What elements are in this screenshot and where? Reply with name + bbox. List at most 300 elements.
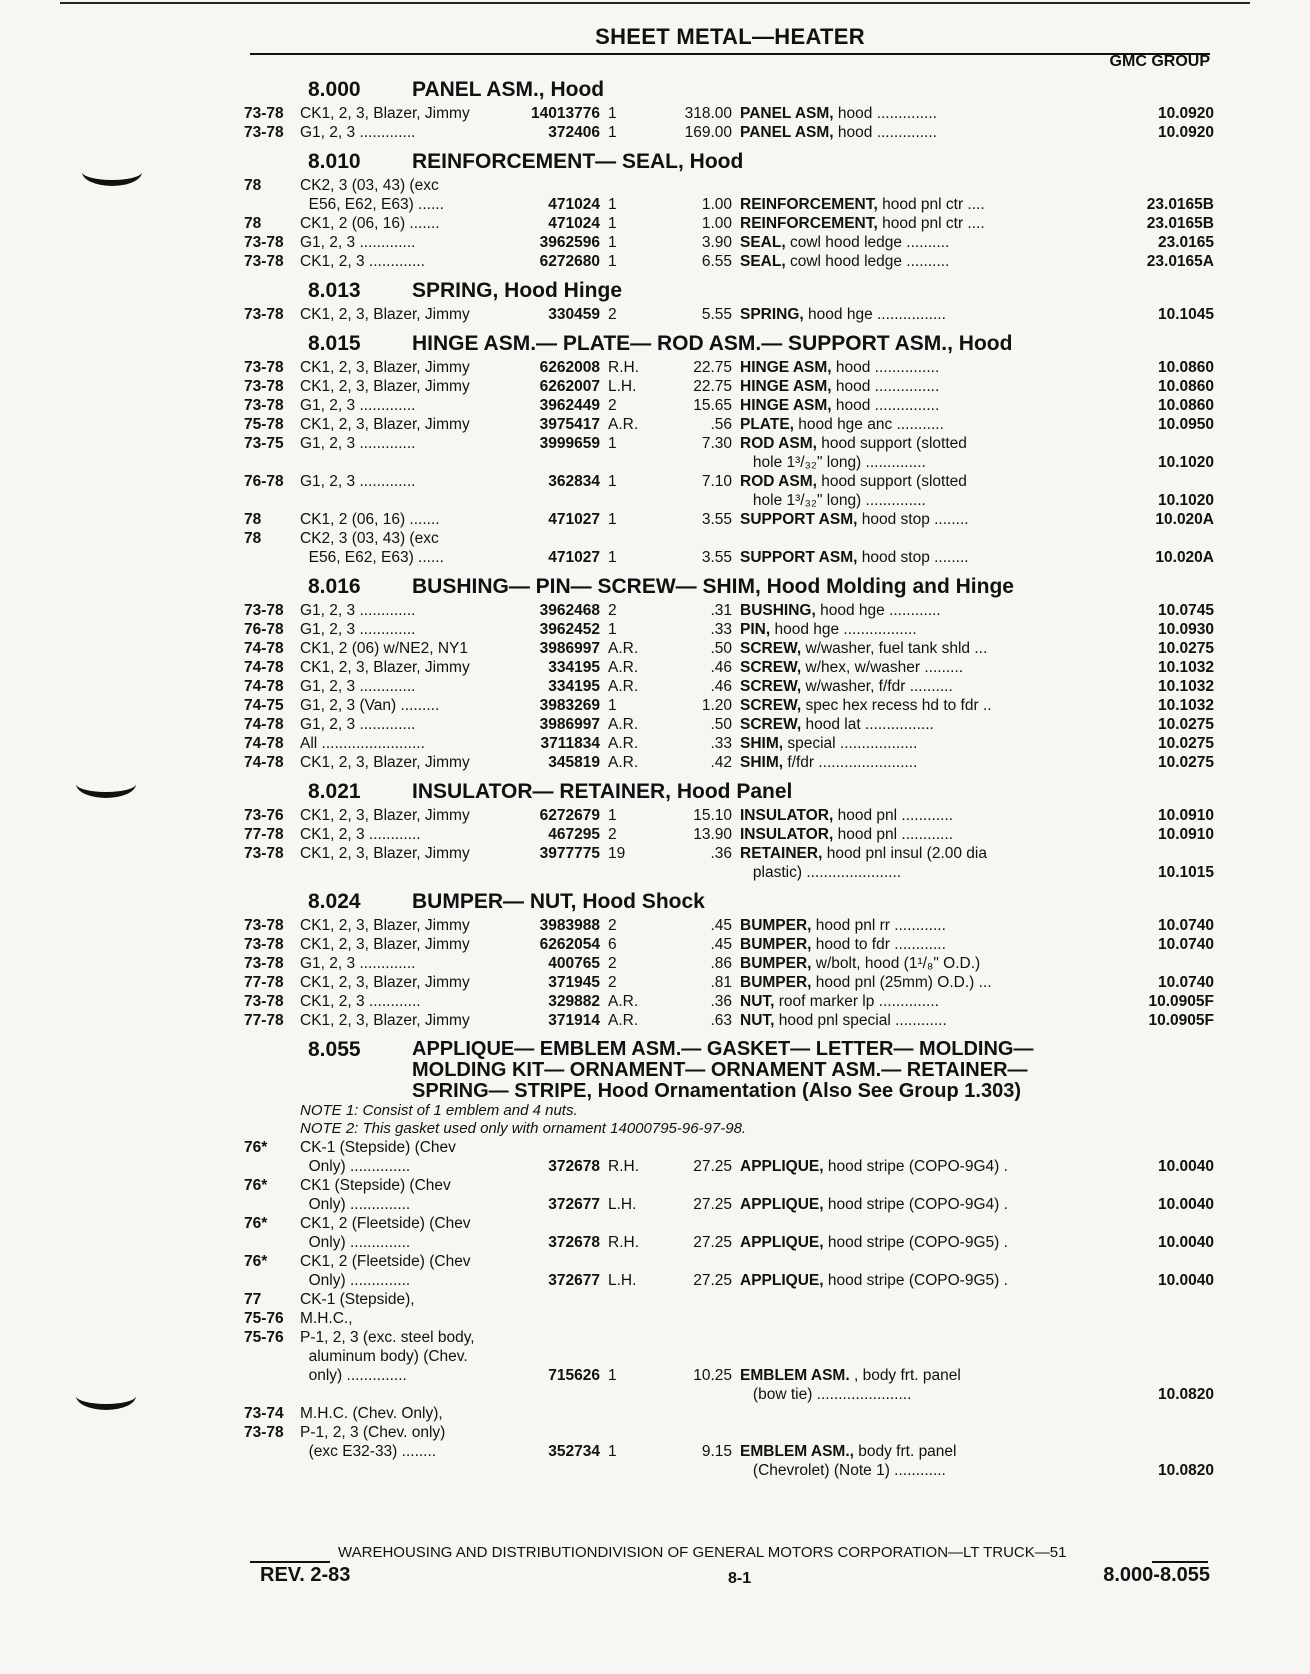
footer-publisher: WAREHOUSING AND DISTRIBUTIONDIVISION OF GENERAL MOTORS CORPORATION—LT TRUCK—51 [338, 1544, 1067, 1561]
quantity: 2 [608, 955, 617, 972]
quantity: 1 [608, 124, 617, 141]
catalog-number [1070, 1309, 1214, 1328]
description [732, 434, 1070, 453]
part-detail: hood hge ................. [770, 621, 917, 638]
section-heading [244, 573, 1214, 601]
section-heading [244, 330, 1214, 358]
application: CK1, 2, 3 ............. [300, 253, 425, 270]
part-number: 3711834 [540, 735, 600, 752]
table-row [244, 1195, 1214, 1214]
section-number: 8.021 [308, 780, 361, 803]
part-name: BUMPER, [740, 974, 812, 991]
part-number: 471024 [548, 215, 600, 232]
part-name: PANEL ASM, [740, 124, 834, 141]
part-name: EMBLEM ASM. [740, 1367, 850, 1384]
catalog-number: 10.0275 [1157, 716, 1214, 733]
section-title [412, 1036, 1214, 1102]
description [732, 696, 1070, 715]
description [732, 639, 1070, 658]
table-row [244, 548, 1214, 567]
description [732, 825, 1070, 844]
description [732, 715, 1070, 734]
part-number [508, 529, 600, 548]
part-detail: hole 1³/₃₂" long) .............. [740, 492, 926, 509]
model-years: 78 [244, 177, 262, 194]
part-detail: hood support (slotted [816, 435, 967, 452]
price: 3.55 [701, 549, 732, 566]
quantity [600, 1252, 656, 1271]
parts-listing [244, 74, 1214, 1480]
part-name: ROD ASM, [740, 473, 817, 490]
price: 22.75 [693, 378, 732, 395]
description [732, 529, 1070, 548]
catalog-number [1070, 1366, 1214, 1385]
price: 7.10 [701, 473, 732, 490]
parts-rows [244, 104, 1214, 142]
application: aluminum body) (Chev. [300, 1348, 468, 1365]
catalog-number: 10.0860 [1157, 359, 1214, 376]
price [656, 1328, 732, 1347]
table-row [244, 1176, 1214, 1195]
price: 6.55 [701, 253, 732, 270]
catalog-number: 10.0275 [1157, 640, 1214, 657]
part-number: 471027 [548, 549, 600, 566]
model-years: 76-78 [244, 621, 284, 638]
table-row [244, 1214, 1214, 1233]
part-name: REINFORCEMENT, [740, 215, 878, 232]
catalog-number: 10.0740 [1157, 917, 1214, 934]
part-detail: hood hge ............ [815, 602, 941, 619]
price: .45 [710, 917, 732, 934]
table-row [244, 1271, 1214, 1290]
quantity: A.R. [608, 640, 639, 657]
price: 169.00 [684, 124, 732, 141]
part-name: SCREW, [740, 640, 802, 657]
description [732, 104, 1070, 123]
part-number [508, 491, 600, 510]
table-row [244, 453, 1214, 472]
description [732, 252, 1070, 271]
table-row [244, 806, 1214, 825]
table-row [244, 715, 1214, 734]
table-row [244, 1366, 1214, 1385]
price: .81 [710, 974, 732, 991]
catalog-number: 10.0910 [1157, 826, 1214, 843]
catalog-number: 10.0860 [1157, 378, 1214, 395]
part-name: PIN, [740, 621, 771, 638]
part-name: HINGE ASM, [740, 397, 832, 414]
part-number: 3962449 [539, 397, 600, 414]
catalog-number: 10.0820 [1157, 1386, 1214, 1403]
part-number: 3986997 [539, 640, 600, 657]
part-detail: hood stripe (COPO-9G5) . [823, 1234, 1008, 1251]
application: CK1, 2, 3, Blazer, Jimmy [300, 416, 470, 433]
description [732, 1195, 1070, 1214]
application: CK1, 2 (06) w/NE2, NY1 [300, 640, 468, 657]
application: G1, 2, 3 ............. [300, 397, 416, 414]
catalog-number: 10.0905F [1148, 993, 1214, 1010]
part-detail: hood ............... [831, 359, 940, 376]
catalog-number [1070, 844, 1214, 863]
part-number [508, 1138, 600, 1157]
price: .36 [710, 993, 732, 1010]
price: 15.65 [693, 397, 732, 414]
description [732, 1252, 1070, 1271]
application: CK1, 2, 3, Blazer, Jimmy [300, 359, 470, 376]
price [656, 1423, 732, 1442]
part-number: 715626 [548, 1367, 600, 1384]
part-number: 372677 [548, 1272, 600, 1289]
description [732, 1309, 1070, 1328]
quantity [600, 1423, 656, 1442]
parts-rows [244, 358, 1214, 567]
price [656, 1404, 732, 1423]
catalog-number [1070, 1176, 1214, 1195]
part-detail: hood lat ................ [801, 716, 934, 733]
price: 5.55 [701, 306, 732, 323]
quantity: R.H. [608, 1158, 639, 1175]
quantity: 1 [608, 105, 617, 122]
application: G1, 2, 3 ............. [300, 716, 416, 733]
part-name: BUSHING, [740, 602, 816, 619]
price: .36 [710, 845, 732, 862]
price: 318.00 [684, 105, 732, 122]
catalog-number [1070, 1252, 1214, 1271]
model-years: 74-78 [244, 735, 284, 752]
part-number: 3962468 [539, 602, 600, 619]
description [732, 1290, 1070, 1309]
table-row [244, 935, 1214, 954]
quantity: A.R. [608, 1012, 639, 1029]
price [656, 1138, 732, 1157]
quantity: A.R. [608, 993, 639, 1010]
catalog-number: 10.020A [1155, 549, 1214, 566]
part-detail: (bow tie) ...................... [740, 1386, 912, 1403]
section-number: 8.055 [308, 1038, 361, 1061]
part-detail: hood hge anc ........... [793, 416, 944, 433]
part-number [508, 453, 600, 472]
application: M.H.C. (Chev. Only), [300, 1405, 443, 1422]
description [732, 1347, 1070, 1366]
model-years: 75-76 [244, 1310, 284, 1327]
section-8-010 [244, 148, 1214, 271]
table-row [244, 491, 1214, 510]
section-8-024 [244, 888, 1214, 1030]
table-row [244, 620, 1214, 639]
section-title: REINFORCEMENT— SEAL, Hood [412, 150, 744, 173]
part-detail: hood pnl insul (2.00 dia [822, 845, 987, 862]
model-years: 74-78 [244, 754, 284, 771]
price: .46 [710, 678, 732, 695]
parts-rows [244, 1138, 1214, 1480]
application: CK1, 2, 3, Blazer, Jimmy [300, 845, 470, 862]
model-years: 77-78 [244, 1012, 284, 1029]
quantity: 1 [608, 697, 617, 714]
application: CK1, 2, 3, Blazer, Jimmy [300, 1012, 470, 1029]
table-row [244, 305, 1214, 324]
price [656, 863, 732, 882]
quantity: 1 [608, 473, 617, 490]
table-row [244, 1423, 1214, 1442]
price: 15.10 [693, 807, 732, 824]
section-number: 8.016 [308, 575, 361, 598]
parts-rows [244, 806, 1214, 882]
page-number: 8-1 [728, 1570, 752, 1587]
price: 7.30 [701, 435, 732, 452]
model-years: 73-74 [244, 1405, 284, 1422]
application: G1, 2, 3 ............. [300, 678, 416, 695]
description [732, 396, 1070, 415]
quantity [600, 863, 656, 882]
application: CK1, 2, 3, Blazer, Jimmy [300, 807, 470, 824]
price: .50 [710, 716, 732, 733]
section-heading [244, 778, 1214, 806]
part-detail: hood ............... [831, 397, 940, 414]
part-name: SPRING, [740, 306, 804, 323]
price: .42 [710, 754, 732, 771]
model-years [244, 1233, 300, 1252]
description [732, 658, 1070, 677]
model-years: 73-75 [244, 435, 284, 452]
description [732, 753, 1070, 772]
part-detail: hood stop ........ [857, 549, 969, 566]
part-detail: hood pnl rr ............ [811, 917, 946, 934]
table-row [244, 233, 1214, 252]
part-name: SCREW, [740, 716, 802, 733]
price: 27.25 [693, 1158, 732, 1175]
quantity [600, 1385, 656, 1404]
part-number: 345819 [548, 754, 600, 771]
application: All ........................ [300, 735, 425, 752]
binder-hole-mark [76, 1382, 136, 1410]
model-years [244, 1385, 300, 1404]
part-detail: cowl hood ledge .......... [785, 253, 950, 270]
table-row [244, 472, 1214, 491]
table-row [244, 195, 1214, 214]
description [732, 935, 1070, 954]
catalog-number [1070, 1214, 1214, 1233]
quantity: 2 [608, 974, 617, 991]
part-detail: special .................. [783, 735, 918, 752]
table-row [244, 1404, 1214, 1423]
quantity: 1 [608, 621, 617, 638]
description [732, 176, 1070, 195]
model-years: 75-76 [244, 1329, 284, 1346]
catalog-number [1070, 472, 1214, 491]
part-number [508, 1290, 600, 1309]
table-row [244, 658, 1214, 677]
section-8-000 [244, 76, 1214, 142]
model-years [244, 1195, 300, 1214]
part-name: BUMPER, [740, 955, 812, 972]
model-years: 73-78 [244, 845, 284, 862]
price: .31 [710, 602, 732, 619]
section-title-line: APPLIQUE— EMBLEM ASM.— GASKET— LETTER— MOLDING— [412, 1038, 1034, 1060]
quantity [600, 1290, 656, 1309]
model-years: 76* [244, 1253, 268, 1270]
model-years: 73-78 [244, 936, 284, 953]
price: 27.25 [693, 1234, 732, 1251]
application [300, 863, 508, 882]
model-years [244, 195, 300, 214]
model-years: 78 [244, 530, 262, 547]
catalog-number [1070, 1347, 1214, 1366]
section-note: NOTE 2: This gasket used only with ornament 14000795-96-97-98. [300, 1120, 747, 1137]
footer-rule [1152, 1561, 1208, 1563]
parts-rows [244, 601, 1214, 772]
quantity [600, 1461, 656, 1480]
application [300, 1385, 508, 1404]
quantity [600, 1347, 656, 1366]
part-name: APPLIQUE, [740, 1234, 824, 1251]
application: CK1, 2 (06, 16) ....... [300, 511, 440, 528]
model-years: 73-78 [244, 917, 284, 934]
part-detail: (Chevrolet) (Note 1) ............ [740, 1462, 946, 1479]
quantity: 6 [608, 936, 617, 953]
part-number: 6272679 [539, 807, 600, 824]
model-years [244, 1347, 300, 1366]
description [732, 1157, 1070, 1176]
description [732, 677, 1070, 696]
application [300, 491, 508, 510]
application: CK1, 2, 3, Blazer, Jimmy [300, 917, 470, 934]
table-row [244, 123, 1214, 142]
application: CK1, 2, 3, Blazer, Jimmy [300, 378, 470, 395]
description [732, 601, 1070, 620]
description [732, 510, 1070, 529]
model-years: 78 [244, 511, 262, 528]
catalog-number: 23.0165A [1146, 253, 1214, 270]
model-years: 74-78 [244, 716, 284, 733]
description [732, 1271, 1070, 1290]
model-years [244, 1461, 300, 1480]
catalog-number: 10.0860 [1157, 397, 1214, 414]
quantity: 1 [608, 253, 617, 270]
quantity: 1 [608, 1367, 617, 1384]
table-row [244, 973, 1214, 992]
application: E56, E62, E63) ...... [300, 549, 444, 566]
price: .46 [710, 659, 732, 676]
part-detail: hood stripe (COPO-9G4) . [823, 1196, 1008, 1213]
part-detail: body frt. panel [853, 1443, 957, 1460]
model-years: 73-78 [244, 234, 284, 251]
part-number [508, 1423, 600, 1442]
description [732, 973, 1070, 992]
table-row [244, 176, 1214, 195]
part-name: PLATE, [740, 416, 794, 433]
model-years: 73-78 [244, 253, 284, 270]
catalog-number [1070, 1442, 1214, 1461]
part-name: APPLIQUE, [740, 1272, 824, 1289]
part-detail: hood pnl ctr .... [877, 196, 985, 213]
quantity [600, 1328, 656, 1347]
part-number: 372678 [548, 1234, 600, 1251]
table-row [244, 1385, 1214, 1404]
catalog-number: 10.0820 [1157, 1462, 1214, 1479]
application [300, 453, 508, 472]
table-row [244, 1442, 1214, 1461]
description [732, 195, 1070, 214]
part-detail: f/fdr ....................... [783, 754, 918, 771]
part-detail: hood pnl (25mm) O.D.) ... [811, 974, 992, 991]
application: P-1, 2, 3 (exc. steel body, [300, 1329, 475, 1346]
section-title: HINGE ASM.— PLATE— ROD ASM.— SUPPORT ASM., Hood [412, 332, 1013, 355]
part-number: 471024 [548, 196, 600, 213]
application: CK1, 2, 3, Blazer, Jimmy [300, 936, 470, 953]
table-row [244, 252, 1214, 271]
part-number [508, 176, 600, 195]
catalog-number: 23.0165 [1157, 234, 1214, 251]
section-title-line: MOLDING KIT— ORNAMENT— ORNAMENT ASM.— RETAINER— [412, 1059, 1028, 1081]
description [732, 954, 1070, 973]
application: G1, 2, 3 ............. [300, 435, 416, 452]
application: G1, 2, 3 ............. [300, 955, 416, 972]
model-years: 74-78 [244, 659, 284, 676]
catalog-number: 10.0920 [1157, 105, 1214, 122]
price [656, 176, 732, 195]
model-years: 74-78 [244, 640, 284, 657]
quantity [600, 1214, 656, 1233]
part-name: SEAL, [740, 234, 786, 251]
part-name: NUT, [740, 993, 775, 1010]
model-years: 75-78 [244, 416, 284, 433]
part-detail: hood ............... [831, 378, 940, 395]
model-years: 73-78 [244, 1424, 284, 1441]
quantity: 2 [608, 397, 617, 414]
section-title: SPRING, Hood Hinge [412, 279, 622, 302]
section-title: PANEL ASM., Hood [412, 78, 605, 101]
catalog-number [1070, 529, 1214, 548]
model-years: 77 [244, 1291, 262, 1308]
model-years: 77-78 [244, 826, 284, 843]
catalog-number [1070, 176, 1214, 195]
quantity: 1 [608, 196, 617, 213]
catalog-number: 10.0930 [1157, 621, 1214, 638]
application: Only) .............. [300, 1158, 411, 1175]
application: CK1, 2, 3, Blazer, Jimmy [300, 754, 470, 771]
catalog-number: 10.0910 [1157, 807, 1214, 824]
price: .86 [710, 955, 732, 972]
application: Only) .............. [300, 1272, 411, 1289]
table-row [244, 415, 1214, 434]
section-title: INSULATOR— RETAINER, Hood Panel [412, 780, 793, 803]
quantity: L.H. [608, 1272, 637, 1289]
catalog-number: 10.1045 [1157, 306, 1214, 323]
section-number: 8.013 [308, 279, 361, 302]
part-number [508, 1176, 600, 1195]
model-years [244, 1157, 300, 1176]
table-row [244, 825, 1214, 844]
application: Only) .............. [300, 1196, 411, 1213]
part-number: 6272680 [539, 253, 600, 270]
section-heading [244, 888, 1214, 916]
part-name: SCREW, [740, 678, 802, 695]
model-years [244, 453, 300, 472]
application: CK1, 2 (Fleetside) (Chev [300, 1215, 471, 1232]
quantity: 1 [608, 1443, 617, 1460]
catalog-number: 10.0950 [1157, 416, 1214, 433]
part-name: INSULATOR, [740, 807, 834, 824]
quantity: A.R. [608, 754, 639, 771]
description [732, 1442, 1070, 1461]
price [656, 1385, 732, 1404]
catalog-number: 23.0165B [1146, 196, 1214, 213]
part-number: 471027 [548, 511, 600, 528]
catalog-number [1070, 1138, 1214, 1157]
part-number: 3962452 [539, 621, 600, 638]
price [656, 1176, 732, 1195]
part-number: 3983269 [539, 697, 600, 714]
